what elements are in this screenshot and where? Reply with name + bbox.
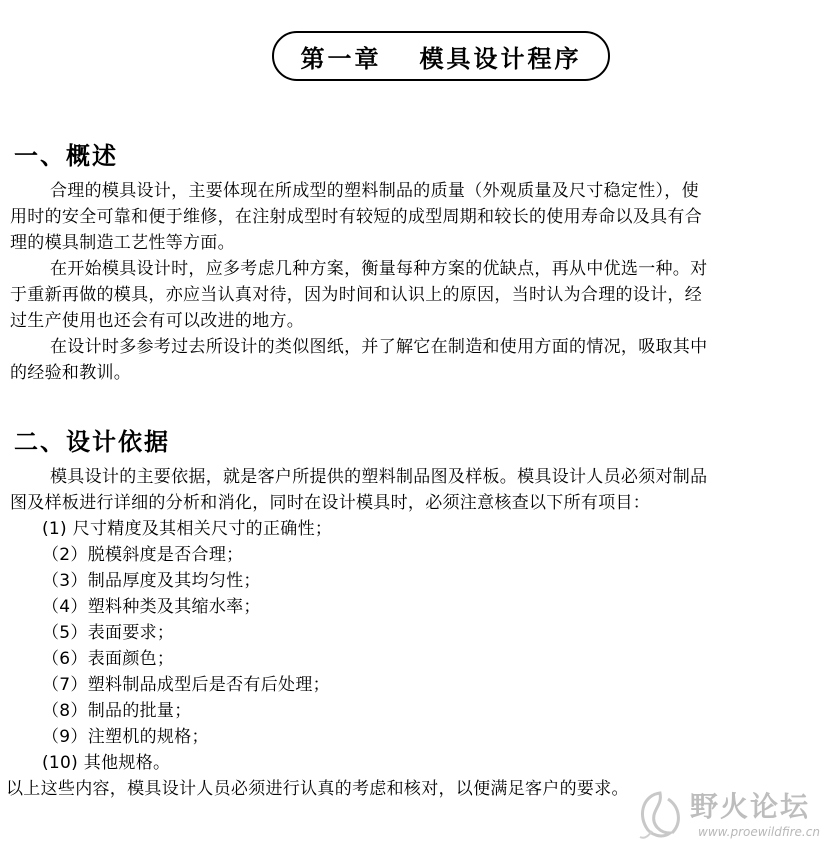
check-item-10: (10) 其他规格。 (42, 753, 171, 773)
section1-line-7: 在设计时多参考过去所设计的类似图纸，并了解它在制造和使用方面的情况，吸取其中 (50, 337, 708, 357)
section1-line-3: 理的模具制造工艺性等方面。 (10, 233, 235, 253)
chapter-title: 模具设计程序 (419, 44, 582, 73)
forum-watermark (630, 785, 830, 845)
section1-line-8: 的经验和教训。 (10, 363, 132, 383)
section1-line-4: 在开始模具设计时，应多考虑几种方案，衡量每种方案的优缺点，再从中优选一种。对 (50, 259, 708, 279)
section2-line-1: 模具设计的主要依据，就是客户所提供的塑料制品图及样板。模具设计人员必须对制品 (50, 467, 708, 487)
section1-line-2: 用时的安全可靠和便于维修，在注射成型时有较短的成型周期和较长的使用寿命以及具有合 (10, 207, 702, 227)
check-item-1: (1) 尺寸精度及其相关尺寸的正确性； (42, 519, 333, 539)
section1-line-1: 合理的模具设计，主要体现在所成型的塑料制品的质量（外观质量及尺寸稳定性），使 (50, 181, 699, 201)
chapter-title-box (272, 31, 610, 81)
check-item-2: （2）脱模斜度是否合理； (42, 545, 244, 565)
section2-line-2: 图及样板进行详细的分析和消化，同时在设计模具时，必须注意核查以下所有项目： (10, 493, 651, 513)
check-item-4: （4）塑料种类及其缩水率； (42, 597, 261, 617)
check-item-8: （8）制品的批量； (42, 701, 192, 721)
chapter-number: 第一章 (300, 44, 382, 73)
check-item-9: （9）注塑机的规格； (42, 727, 209, 747)
section2-heading: 二、设计依据 (14, 428, 170, 456)
section1-line-5: 于重新再做的模具，亦应当认真对待，因为时间和认识上的原因，当时认为合理的设计，经 (10, 285, 702, 305)
check-item-6: （6）表面颜色； (42, 649, 175, 669)
check-item-3: （3）制品厚度及其均匀性； (42, 571, 261, 591)
watermark-url: www.proewildfire.cn (698, 825, 820, 839)
section1-line-6: 过生产使用也还会有可以改进的地方。 (10, 311, 305, 331)
check-item-7: （7）塑料制品成型后是否有后处理； (42, 675, 330, 695)
section2-closing: 以上这些内容，模具设计人员必须进行认真的考虑和核对，以便满足客户的要求。 (6, 779, 629, 799)
watermark-title: 野火论坛 (690, 790, 811, 823)
flame-logo-icon (630, 785, 690, 845)
check-item-5: （5）表面要求； (42, 623, 175, 643)
section1-heading: 一、概述 (14, 142, 118, 170)
